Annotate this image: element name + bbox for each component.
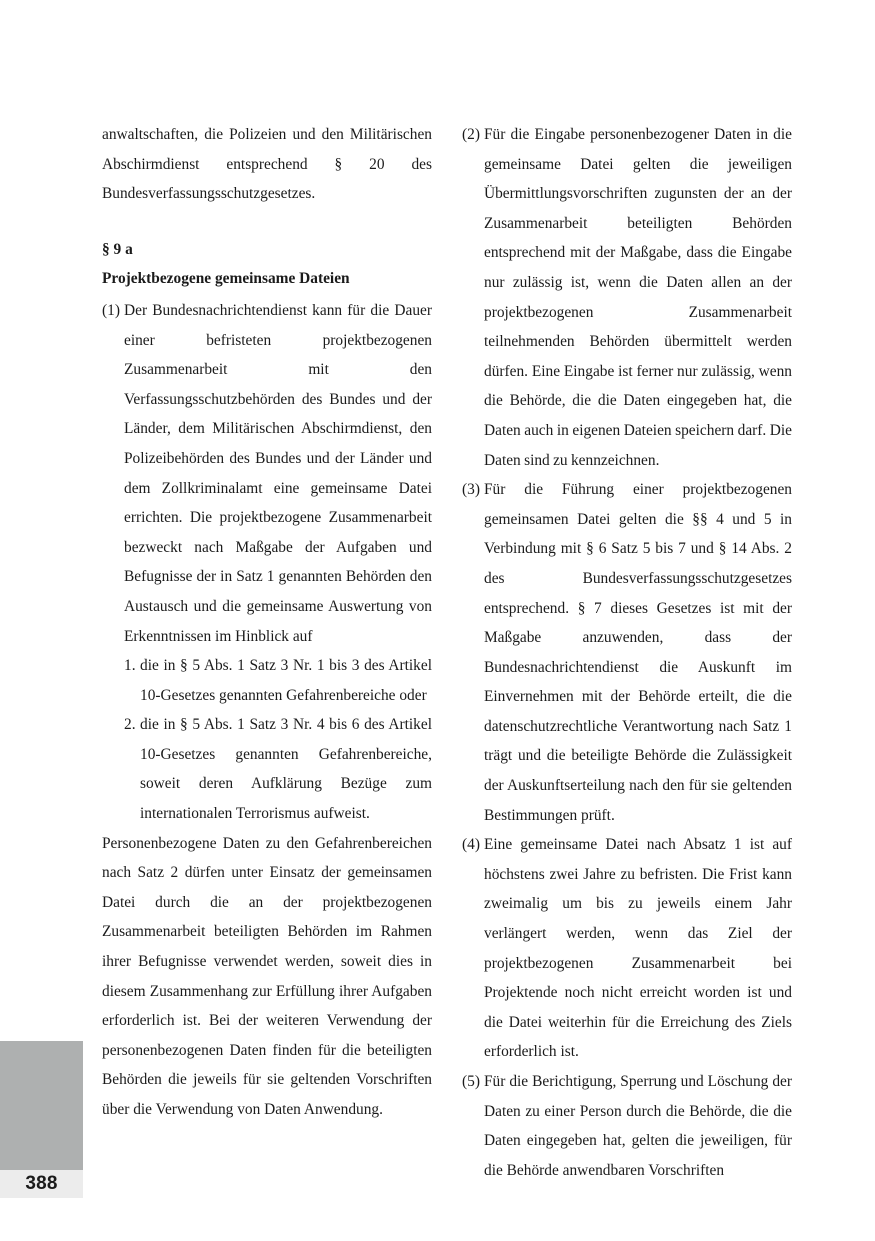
numbered-paragraph-3 [462,475,792,830]
section-title: Projektbezogene gemeinsame Dateien [102,270,350,288]
paragraph-marker: (3) [462,481,480,499]
numbered-paragraph-5 [462,1067,792,1185]
right-column [462,120,792,1179]
numbered-paragraph-2 [462,120,792,475]
paragraph-text: Für die Führung einer projektbezogenen gemeinsamen Datei gelten die §§ 4 und 5 in Verbindung mit § 6 Satz 5 bis 7 und § 14 Abs. 2 des Bundesverfassungsschutzgesetzes entsprechend. § 7 dieses Gesetzes ist mit der Maßgabe anzuwenden, dass der Bundesnachrichtendienst die Auskunft im Einvernehmen mit der Behörde erteilt, die die datenschutzrechtliche Verantwortung nach Satz 1 trägt und die beteiligte Behörde die Zulässigkeit der Auskunftserteilung nach den für sie geltenden Bestimmungen prüft. [484,481,792,824]
paragraph-marker: (2) [462,126,480,143]
paragraph-marker: (5) [462,1073,480,1090]
left-column [102,120,432,1175]
paragraph-text: Für die Berichtigung, Sperrung und Löschung der Daten zu einer Person durch die Behörde, die die Daten eingegeben hat, gelten die jeweiligen, für die Behörde anwendbaren Vorschriften [484,1073,792,1179]
sublist-text: die in § 5 Abs. 1 Satz 3 Nr. 1 bis 3 des Artikel 10-Gesetzes genannten Gefahrenbereiche oder [140,657,432,704]
sublist-item-1 [124,651,432,710]
section-number: § 9 a [102,240,133,258]
folio-box [0,1170,83,1198]
paragraph-marker: (1) [102,301,120,319]
numbered-paragraph-4 [462,830,792,1067]
sublist-marker: 2. [124,716,136,734]
page-side-tab [0,1041,83,1170]
closing-paragraph: Personenbezogene Daten zu den Gefahrenbereichen nach Satz 2 dürfen unter Einsatz der gemeinsamen Datei durch die an der projektbezogenen Zusammenarbeit beteiligten Behörden im Rahmen ihrer Befugnisse verwendet werden, soweit dies in diesem Zusammenhang zur Erfüllung ihrer Aufgaben erforderlich ist. Bei der weiteren Verwendung der personenbezogenen Daten finden für die beteiligten Behörden die jeweils für sie geltenden Vorschriften über die Verwendung von Daten Anwendung. [102,834,432,1118]
sublist-text: die in § 5 Abs. 1 Satz 3 Nr. 4 bis 6 des Artikel 10-Gesetzes genannten Gefahrenbereiche, soweit deren Aufklärung Bezüge zum internationalen Terrorismus aufweist. [140,716,432,823]
continuation-paragraph: anwaltschaften, die Polizeien und den Militärischen Abschirmdienst entsprechend § 20 des Bundesverfassungsschutzgesetzes. [102,126,432,203]
sublist [102,651,432,829]
paragraph-marker: (4) [462,836,480,854]
sublist-item-2 [124,710,432,828]
two-column-text-body [102,120,792,1179]
sublist-marker: 1. [124,657,136,675]
paragraph-text: Eine gemeinsame Datei nach Absatz 1 ist auf höchstens zwei Jahre zu befristen. Die Frist kann zweimalig um bis zu jeweils einem Jahr verlängert werden, wenn das Ziel der projektbezogenen Zusammenarbeit bei Projektende noch nicht erreicht worden ist und die Datei weiterhin für die Erreichung des Ziels erforderlich ist. [484,836,792,1061]
page-number: 388 [25,1173,58,1194]
paragraph-text: Für die Eingabe personenbezogener Daten in die gemeinsame Datei gelten die jeweiligen Übermittlungsvorschriften zugunsten der an der Zusammenarbeit beteiligten Behörden entsprechend mit der Maßgabe, dass die Eingabe nur zulässig ist, wenn die Daten allen an der projektbezogenen Zusammenarbeit teilnehmenden Behörden übermittelt werden dürfen. Eine Eingabe ist ferner nur zulässig, wenn die Behörde, die die Daten eingegeben hat, die Daten auch in eigenen Dateien speichern darf. Die Daten sind zu kennzeichnen. [484,126,792,469]
numbered-paragraph-1 [102,296,432,651]
paragraph-text: Der Bundesnachrichtendienst kann für die Dauer einer befristeten projektbezogenen Zusammenarbeit mit den Verfassungsschutzbehörden des Bundes und der Länder, dem Militärischen Abschirmdienst, den Polizeibehörden des Bundes und der Länder und dem Zollkriminalamt eine gemeinsame Datei errichten. Die projektbezogene Zusammenarbeit bezweckt nach Maßgabe der Aufgaben und Befugnisse der in Satz 1 genannten Behörden den Austausch und die gemeinsame Auswertung von Erkenntnissen im Hinblick auf [124,301,432,645]
section-heading [102,235,432,294]
